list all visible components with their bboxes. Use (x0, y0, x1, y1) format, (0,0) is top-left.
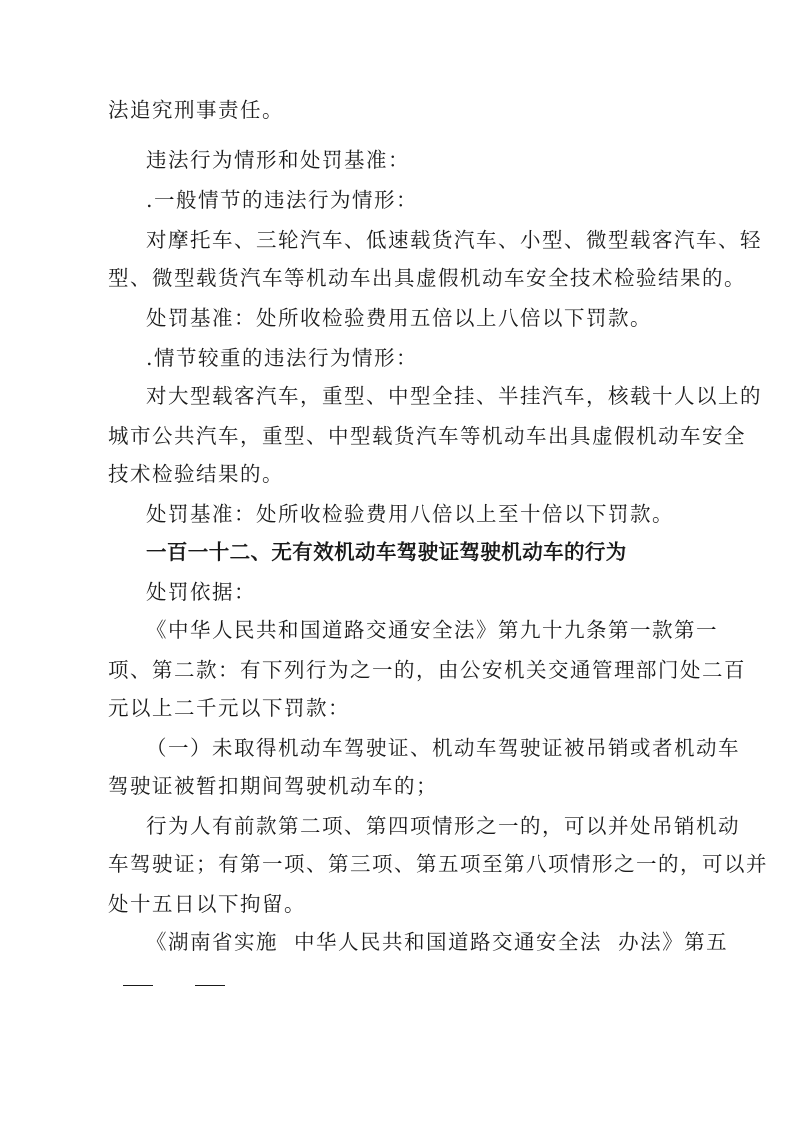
text-line: 处罚基准：处所收检验费用五倍以上八倍以下罚款。 (146, 306, 652, 330)
text-line: （一）未取得机动车驾驶证、机动车驾驶证被吊销或者机动车 (146, 736, 740, 760)
section-label: 处罚依据： (146, 580, 256, 604)
text-line: 《中华人民共和国道路交通安全法》第九十九条第一款第一 (146, 618, 718, 642)
subsection-label: .一般情节的违法行为情形： (146, 188, 419, 212)
text-line: 行为人有前款第二项、第四项情形之一的，可以并处吊销机动 (146, 814, 740, 838)
section-label: 违法行为情形和处罚基准： (146, 148, 410, 172)
section-heading: 一百一十二、无有效机动车驾驶证驾驶机动车的行为 (146, 540, 627, 564)
text-line: 对摩托车、三轮汽车、低速载货汽车、小型、微型载客汽车、轻 (146, 228, 762, 252)
text-line: 《湖南省实施 中华人民共和国道路交通安全法 办法》第五 (146, 930, 729, 954)
text-line: 技术检验结果的。 (108, 462, 284, 486)
text-line: 对大型载客汽车，重型、中型全挂、半挂汽车，核载十人以上的 (146, 384, 762, 408)
text-line: 城市公共汽车，重型、中型载货汽车等机动车出具虚假机动车安全 (108, 424, 746, 448)
footer-dash (123, 985, 153, 986)
text-line: 处罚基准：处所收检验费用八倍以上至十倍以下罚款。 (146, 502, 674, 526)
subsection-label: .情节较重的违法行为情形： (146, 346, 419, 370)
text-line: 项、第二款：有下列行为之一的，由公安机关交通管理部门处二百 (108, 658, 746, 682)
text-line: 法追究刑事责任。 (108, 98, 284, 122)
text-line: 处十五日以下拘留。 (108, 892, 306, 916)
text-line: 车驾驶证；有第一项、第三项、第五项至第八项情形之一的，可以并 (108, 852, 768, 876)
text-line: 型、微型载货汽车等机动车出具虚假机动车安全技术检验结果的。 (108, 266, 746, 290)
page-footer (108, 974, 228, 998)
text-line: 元以上二千元以下罚款： (108, 696, 350, 720)
footer-dash (195, 985, 225, 986)
text-line: 驾驶证被暂扣期间驾驶机动车的； (108, 774, 438, 798)
